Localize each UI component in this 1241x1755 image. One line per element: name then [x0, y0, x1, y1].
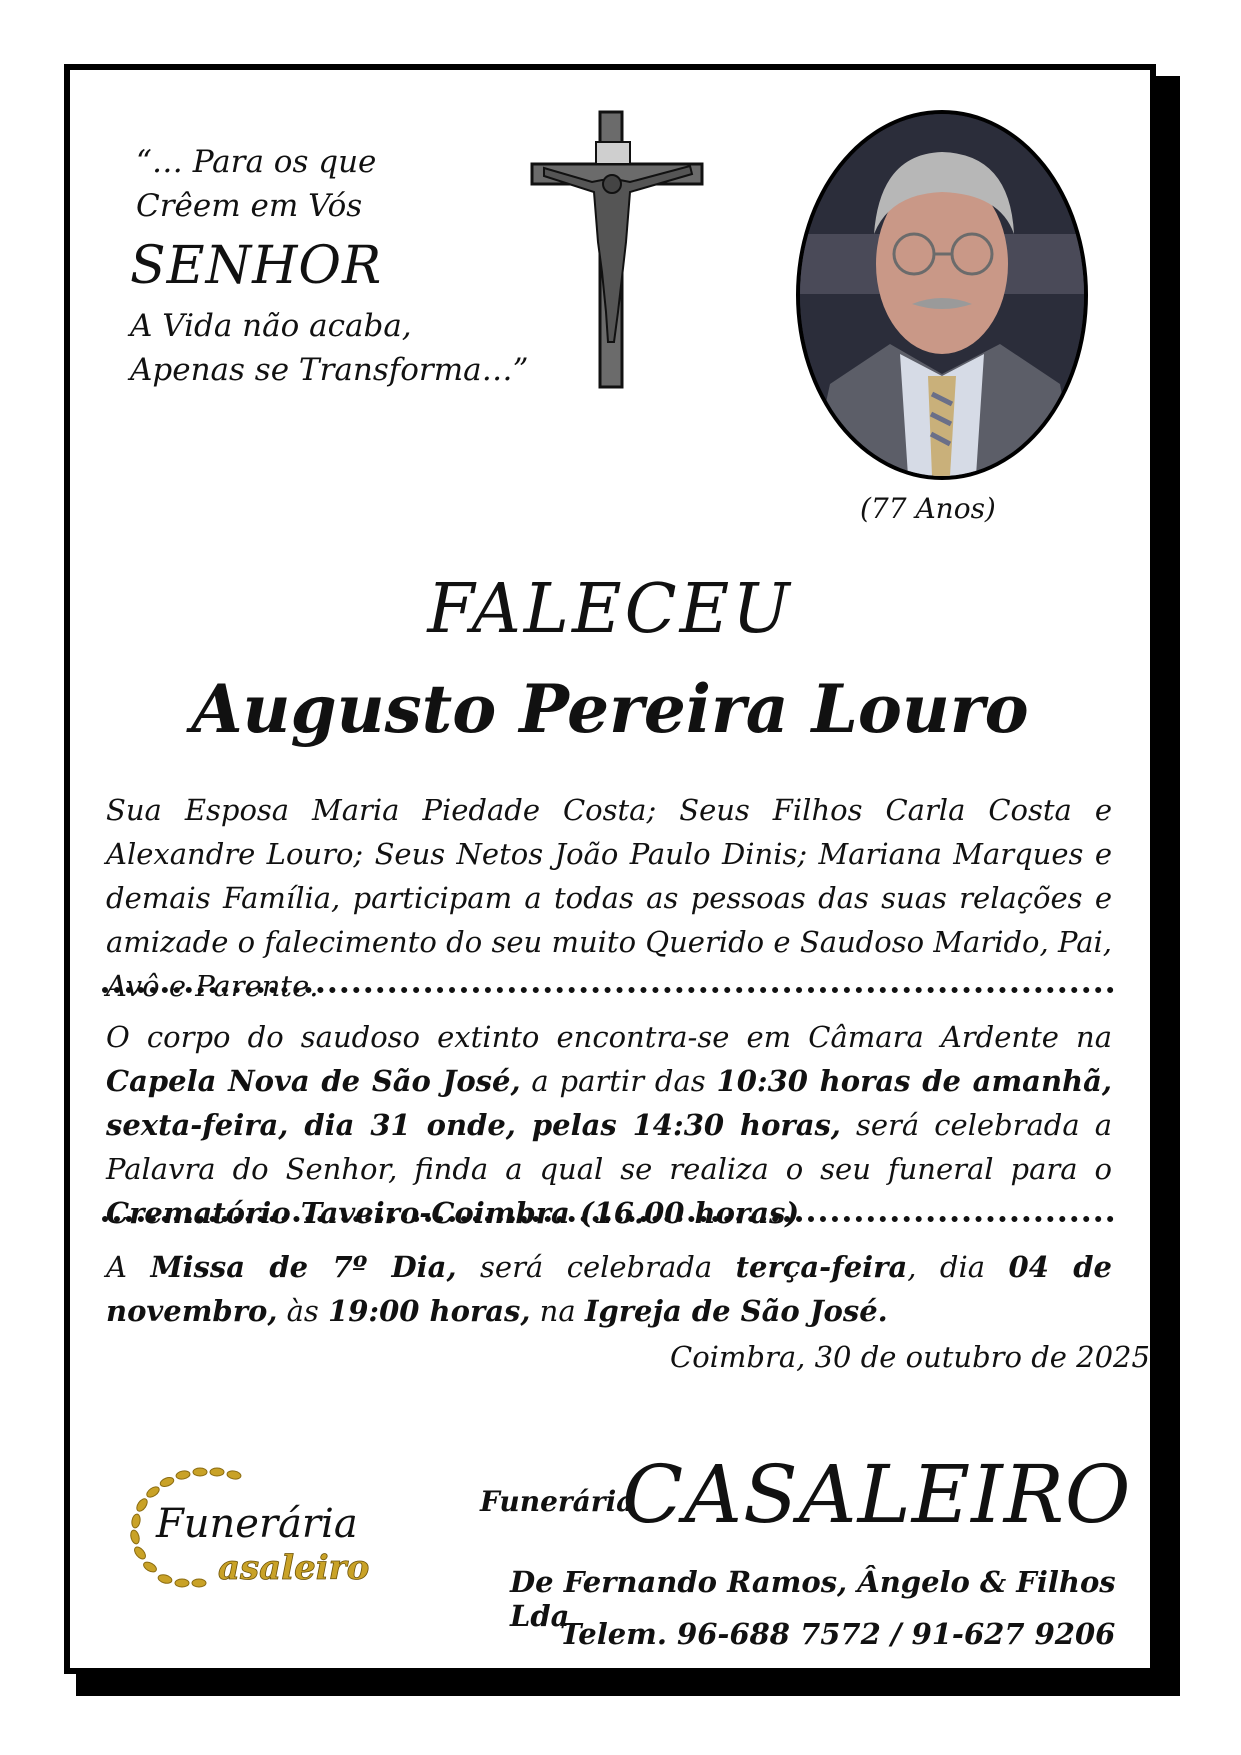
text-segment: O corpo do saudoso extinto encontra-se em Câmara Ardente na: [106, 1020, 1112, 1054]
bold-segment: 04 de novembro,: [106, 1250, 1112, 1328]
text-segment: será celebrada a Palavra do Senhor, finda a qual se realiza o seu funeral para o: [106, 1108, 1112, 1186]
quote-line-2: Crêem em Vós: [136, 188, 363, 224]
logo-text-line2: asaleiro: [218, 1548, 370, 1588]
deceased-name: Augusto Pereira Louro: [191, 670, 1029, 748]
text-segment: na: [530, 1294, 585, 1328]
quote-line-3: SENHOR: [130, 236, 383, 296]
obituary-card: [64, 64, 1156, 1674]
dotted-divider: [102, 1216, 1114, 1222]
bold-segment: Missa de 7º Dia,: [150, 1250, 457, 1284]
logo-text-line1: Funerária: [156, 1501, 358, 1547]
family-announcement: Sua Esposa Maria Piedade Costa; Seus Filhos Carla Costa e Alexandre Louro; Seus Netos João Paulo Dinis; Mariana Marques e demais Família, participam a todas as pessoas das suas relações e amizade o falecimento do seu muito Querido e Saudoso Marido, Pai, Avô e Parente.: [106, 793, 1112, 1003]
portrait-illustration: [800, 114, 1084, 476]
bold-segment: 19:00 horas,: [328, 1294, 531, 1328]
quote-line-1: “… Para os que: [136, 144, 377, 180]
dotted-divider: [102, 987, 1114, 993]
funeral-details: [106, 1015, 1112, 1235]
religious-quote: [126, 140, 528, 392]
heading-faleceu: FALECEU: [427, 570, 793, 649]
bold-segment: Igreja de São José.: [584, 1294, 888, 1328]
date-place: Coimbra, 30 de outubro de 2025: [670, 1340, 1150, 1374]
quote-line-5: Apenas se Transforma…”: [130, 352, 529, 388]
footer-label-small: Funerária: [480, 1485, 635, 1518]
text-segment: A: [106, 1250, 151, 1284]
bold-segment: Capela Nova de São José,: [106, 1064, 521, 1098]
phone-numbers: Telem. 96-688 7572 / 91-627 9206: [560, 1617, 1116, 1651]
age-label: (77 Anos): [860, 492, 996, 525]
text-segment: será celebrada: [456, 1250, 736, 1284]
bold-segment: 10:30 horas de amanhã, sexta-feira, dia 31 onde, pelas 14:30 horas,: [106, 1064, 1112, 1142]
portrait-photo: [796, 110, 1088, 480]
bold-segment: Crematório Taveiro-Coimbra (16.00 horas): [106, 1196, 800, 1230]
text-segment: às: [277, 1294, 329, 1328]
text-segment: , dia: [907, 1250, 1009, 1284]
funeral-home-logo: [110, 1455, 410, 1595]
footer-label-big: CASALEIRO: [622, 1448, 1132, 1541]
mass-details: [106, 1245, 1112, 1333]
quote-line-4: A Vida não acaba,: [130, 308, 412, 344]
company-name: De Fernando Ramos, Ângelo & Filhos Lda: [510, 1565, 1116, 1633]
bold-segment: terça-feira: [735, 1250, 908, 1284]
text-segment: a partir das: [520, 1064, 717, 1098]
crucifix-icon: [522, 102, 712, 392]
